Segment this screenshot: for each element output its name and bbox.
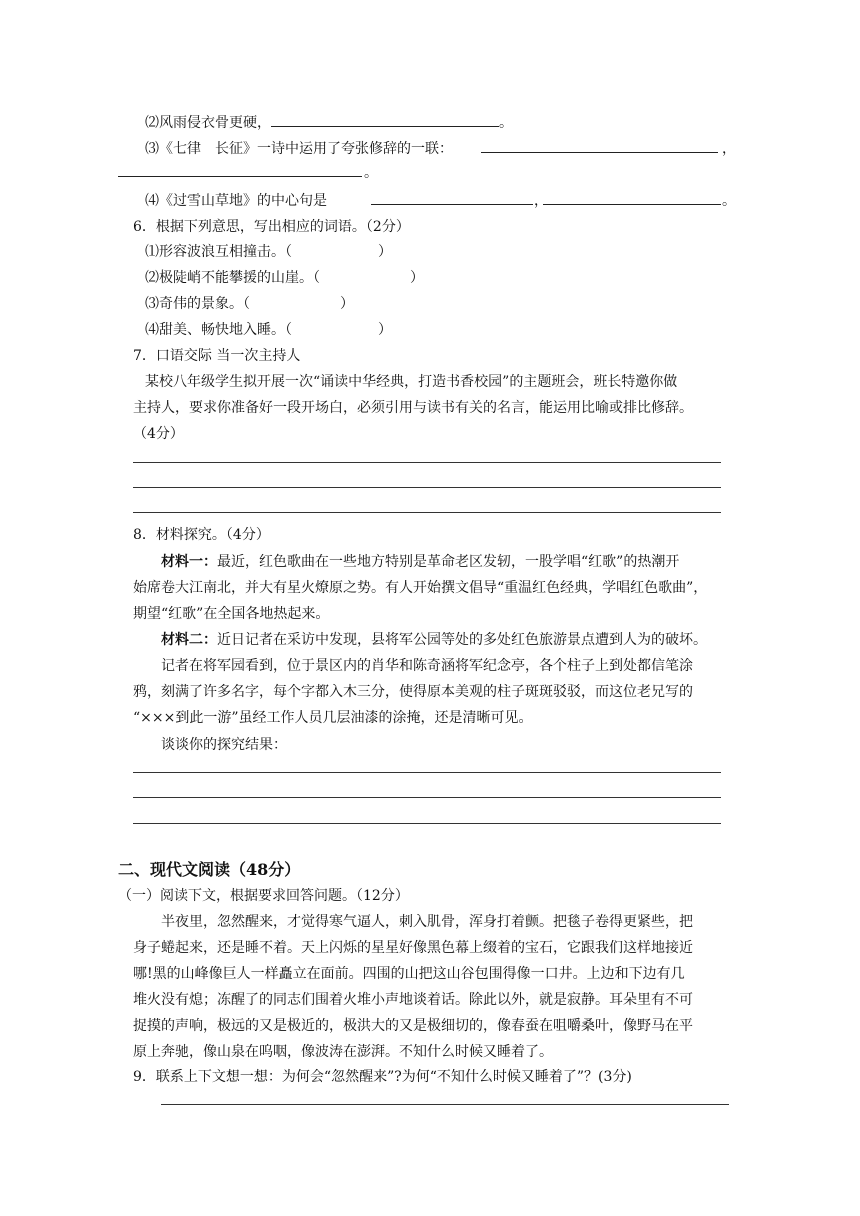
- q6-item-label: ⑴形容波浪互相撞击。（: [145, 244, 292, 260]
- material-1-text: 最近，红色歌曲在一些地方特别是革命老区发轫，一股学唱“红歌”的热潮开: [217, 554, 680, 570]
- q5-item2-label: ⑵风雨侵衣骨更硬，: [145, 115, 271, 131]
- answer-line[interactable]: [133, 797, 721, 798]
- q5-item4: [145, 190, 327, 210]
- q5-item4-end: 。: [722, 193, 736, 209]
- q6-title: 6．根据下列意思，写出相应的词语。（2分）: [133, 219, 410, 235]
- q5-item2-end: 。: [499, 115, 513, 131]
- q5-item3-label: ⑶《七律 长征》一诗中运用了夸张修辞的一联：: [145, 141, 453, 157]
- section-title: 二、现代文阅读（48分）: [118, 860, 301, 879]
- passage-line: 堆火没有熄；冻醒了的同志们围着火堆小声地谈着话。除此以外，就是寂静。耳朵里有不可: [133, 992, 693, 1008]
- material-2-text: 近日记者在采访中发现，县将军公园等处的多处红色旅游景点遭到人为的破坏。: [217, 632, 707, 648]
- q6-item-close: ）: [378, 244, 392, 260]
- passage-line: 哪!黑的山峰像巨人一样矗立在面前。四围的山把这山谷包围得像一口井。上边和下边有几: [133, 966, 685, 982]
- q5-item3-end: 。: [364, 165, 378, 181]
- q6-item-close: ）: [410, 270, 424, 286]
- q9-prompt: 9．联系上下文想一想：为何会“忽然醒来”?为何“不知什么时候又睡着了”？(3分): [133, 1069, 632, 1085]
- q5-item4-label: ⑷《过雪山草地》的中心句是: [145, 193, 327, 209]
- answer-line[interactable]: [133, 462, 721, 463]
- answer-blank[interactable]: [543, 190, 721, 205]
- section-subtitle: （一）阅读下文，根据要求回答问题。（12分）: [118, 888, 409, 904]
- q8-prompt: 谈谈你的探究结果：: [161, 737, 287, 753]
- answer-line[interactable]: [133, 487, 721, 488]
- q6-item-label: ⑶奇伟的景象。（: [145, 296, 250, 312]
- q6-item-2: [145, 267, 424, 287]
- answer-line[interactable]: [133, 512, 721, 513]
- q7-line: （4分）: [133, 426, 184, 442]
- passage-line: 捉摸的声响，极远的又是极近的，极洪大的又是极细切的，像春蚕在咀嚼桑叶，像野马在平: [133, 1018, 693, 1034]
- answer-blank[interactable]: [371, 190, 533, 205]
- q6-item-4: [145, 319, 392, 339]
- q8-material-2: [161, 629, 707, 649]
- passage-line: 身子蜷起来，还是睡不着。天上闪烁的星星好像黑色幕上缀着的宝石，它跟我们这样地接近: [133, 940, 693, 956]
- answer-blank[interactable]: [271, 112, 499, 127]
- q6-item-label: ⑵极陡峭不能攀援的山崖。（: [145, 270, 320, 286]
- q6-item-3: [145, 293, 354, 313]
- q5-item3: [145, 138, 453, 158]
- passage-line: 原上奔驰，像山泉在呜咽，像波涛在澎湃。不知什么时候又睡着了。: [133, 1044, 553, 1060]
- answer-blank[interactable]: [118, 162, 362, 177]
- q8-material-1-line: 始席卷大江南北，并大有星火燎原之势。有人开始撰文倡导“重温红色经典，学唱红色歌曲”，: [133, 580, 708, 596]
- q8-material-2-line: 记者在将军园看到，位于景区内的肖华和陈奇涵将军纪念亭，各个柱子上到处都信笔涂: [161, 658, 693, 674]
- q8-material-2-line: “×××到此一游”虽经工作人员几层油漆的涂掩，还是清晰可见。: [133, 710, 533, 726]
- q7-line: 主持人，要求你准备好一段开场白，必须引用与读书有关的名言，能运用比喻或排比修辞。: [133, 400, 693, 416]
- q6-item-close: ）: [378, 322, 392, 338]
- answer-line[interactable]: [133, 772, 721, 773]
- q5-item2: [145, 112, 513, 132]
- q7-line: 某校八年级学生拟开展一次“诵读中华经典，打造书香校园”的主题班会，班长特邀你做: [145, 374, 678, 390]
- material-1-label: 材料一：: [161, 554, 217, 570]
- q8-title: 8．材料探究。（4分）: [133, 527, 270, 543]
- q5-item4-comma: ，: [534, 193, 548, 209]
- passage-line: 半夜里，忽然醒来，才觉得寒气逼人，刺入肌骨，浑身打着颤。把毯子卷得更紧些，把: [161, 914, 693, 930]
- answer-blank[interactable]: [481, 138, 718, 153]
- q8-material-1: [161, 551, 679, 571]
- answer-line[interactable]: [133, 823, 721, 824]
- material-2-label: 材料二：: [161, 632, 217, 648]
- q8-material-2-line: 鸦，刻满了许多名字，每个字都入木三分，使得原本美观的柱子斑斑驳驳，而这位老兄写的: [133, 684, 693, 700]
- q7-title: 7．口语交际 当一次主持人: [133, 348, 301, 364]
- q5-item3-comma: ，: [722, 141, 736, 157]
- answer-line[interactable]: [161, 1104, 729, 1105]
- q6-item-label: ⑷甜美、畅快地入睡。（: [145, 322, 292, 338]
- q6-item-1: [145, 241, 392, 261]
- q8-material-1-line: 期望“红歌”在全国各地热起来。: [133, 606, 330, 622]
- q6-item-close: ）: [340, 296, 354, 312]
